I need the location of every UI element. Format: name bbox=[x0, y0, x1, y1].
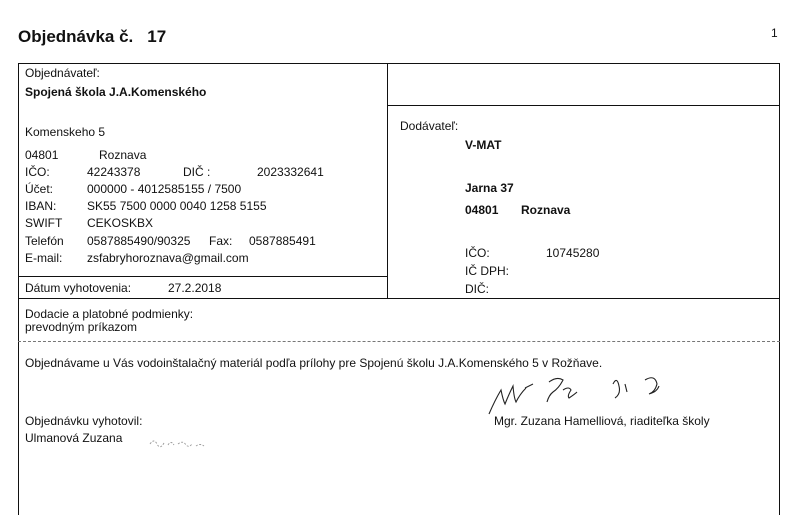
supplier-name: V-MAT bbox=[465, 138, 502, 152]
buyer-phone-label: Telefón bbox=[25, 234, 64, 248]
supplier-dic-label: DIČ: bbox=[465, 282, 489, 296]
buyer-swift: CEKOSKBX bbox=[87, 216, 154, 230]
terms-bottom-dashed-line bbox=[18, 341, 780, 342]
buyer-dic: 2023332641 bbox=[257, 165, 324, 179]
issuer-signature bbox=[148, 432, 212, 452]
supplier-street: Jarna 37 bbox=[465, 181, 514, 195]
approver-name: Mgr. Zuzana Hamelliová, riaditeľka školy bbox=[494, 414, 710, 428]
buyer-street: Komenskeho 5 bbox=[25, 125, 106, 139]
terms-top-line bbox=[18, 298, 780, 299]
buyer-phone: 0587885490/90325 bbox=[87, 234, 191, 248]
supplier-label: Dodávateľ: bbox=[400, 119, 459, 133]
buyer-account-label: Účet: bbox=[25, 182, 54, 196]
buyer-email: zsfabryhoroznava@gmail.com bbox=[87, 251, 249, 265]
buyer-city: Roznava bbox=[99, 148, 147, 162]
terms-value: prevodným príkazom bbox=[25, 320, 138, 334]
issued-by-label: Objednávku vyhotovil: bbox=[25, 414, 143, 428]
buyer-dic-label: DIČ : bbox=[183, 165, 211, 179]
buyer-fax: 0587885491 bbox=[249, 234, 316, 248]
buyer-label: Objednávateľ: bbox=[25, 66, 100, 80]
buyer-ico: 42243378 bbox=[87, 165, 141, 179]
supplier-ico: 10745280 bbox=[546, 246, 600, 260]
page-number: 1 bbox=[771, 26, 778, 40]
order-title-label: Objednávka č. bbox=[18, 27, 134, 46]
issue-date-label: Dátum vyhotovenia: bbox=[25, 281, 132, 295]
supplier-icdph-label: IČ DPH: bbox=[465, 264, 510, 278]
order-number: 17 bbox=[147, 27, 167, 46]
buyer-swift-label: SWIFT bbox=[25, 216, 63, 230]
buyer-ico-label: IČO: bbox=[25, 165, 50, 179]
supplier-ico-label: IČO: bbox=[465, 246, 490, 260]
issue-date-value: 27.2.2018 bbox=[168, 281, 222, 295]
buyer-supplier-divider bbox=[387, 63, 388, 298]
page-title bbox=[18, 27, 166, 47]
buyer-email-label: E-mail: bbox=[25, 251, 63, 265]
buyer-iban: SK55 7500 0000 0040 1258 5155 bbox=[87, 199, 267, 213]
buyer-name: Spojená škola J.A.Komenského bbox=[25, 85, 207, 99]
buyer-zip: 04801 bbox=[25, 148, 59, 162]
frame-top-line bbox=[18, 63, 780, 64]
order-text: Objednávame u Vás vodoinštalačný materiál podľa prílohy pre Spojenú školu J.A.Komenského 5 v Rožňave. bbox=[25, 356, 603, 370]
terms-label: Dodacie a platobné podmienky: bbox=[25, 307, 194, 321]
frame-left-line bbox=[18, 63, 19, 515]
frame-right-line bbox=[779, 63, 780, 515]
buyer-fax-label: Fax: bbox=[209, 234, 233, 248]
supplier-top-line bbox=[387, 105, 779, 106]
issued-by-name: Ulmanová Zuzana bbox=[25, 431, 123, 445]
buyer-iban-label: IBAN: bbox=[25, 199, 57, 213]
supplier-zip: 04801 bbox=[465, 203, 499, 217]
supplier-city: Roznava bbox=[521, 203, 571, 217]
date-top-line bbox=[18, 276, 387, 277]
buyer-account: 000000 - 4012585155 / 7500 bbox=[87, 182, 242, 196]
